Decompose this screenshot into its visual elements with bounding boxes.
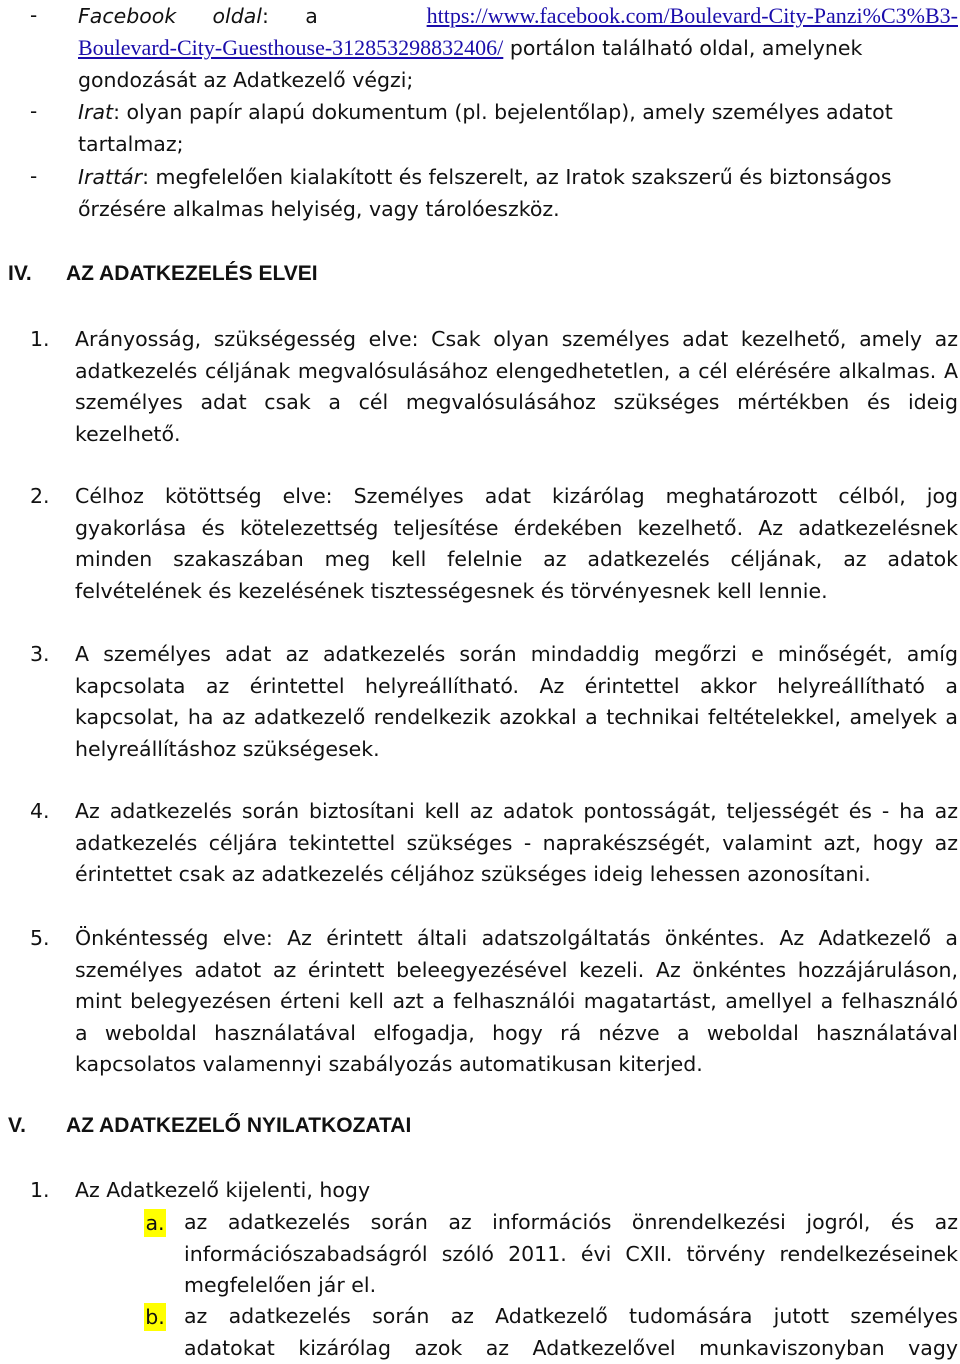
text-line: kapcsolatos valamennyi szabályozás automatikusan kiterjed.: [75, 1049, 958, 1081]
text-line: kezelhető.: [75, 419, 958, 451]
section-number: V.: [8, 1114, 26, 1138]
definition-term: Irat: [78, 100, 113, 124]
principle-number: 1.: [30, 327, 50, 351]
principle-paragraph: [75, 796, 958, 891]
facebook-link-continued[interactable]: Boulevard-City-Guesthouse-312853298832406/: [78, 35, 503, 60]
definition-irat: [78, 96, 958, 160]
list-dash: -: [30, 164, 37, 188]
facebook-link[interactable]: https://www.facebook.com/Boulevard-City-Panzi%C3%B3-: [427, 3, 958, 28]
principle-paragraph: [75, 324, 958, 450]
text-line: személyes adat csak a cél megvalósulásához szükséges mértékben és ideig: [75, 387, 958, 419]
text-line: Célhoz kötöttség elve: Személyes adat kizárólag meghatározott célból, jog: [75, 481, 958, 513]
definition-term: Irattár: [78, 165, 142, 189]
text-line: helyreállításhoz szükségesek.: [75, 734, 958, 766]
principle-number: 3.: [30, 642, 50, 666]
text-line: kapcsolat, ha az adatkezelő rendelkezik azokkal a technikai feltételekkel, amelyek a: [75, 702, 958, 734]
text-line: információszabadságról szóló 2011. évi CXII. törvény rendelkezéseinek: [184, 1239, 958, 1271]
text-line: mint belegyezésen érteni kell azt a felhasználói magatartást, amellyel a felhasználó: [75, 986, 958, 1018]
principle-paragraph: [75, 481, 958, 607]
declaration-item: [184, 1207, 958, 1302]
section-title: AZ ADATKEZELÉS ELVEI: [66, 262, 318, 286]
text-line: érintettet csak az adatkezelés céljához szükséges ideig lehessen azonosítani.: [75, 859, 958, 891]
text-line: adatkezelés céljának megvalósulásához elengedhetetlen, a cél elérésére alkalmas. A: [75, 356, 958, 388]
definition-text: : a: [262, 4, 318, 28]
definition-text: őrzésére alkalmas helyiség, vagy tárolóeszköz.: [78, 193, 958, 225]
principle-paragraph: [75, 639, 958, 765]
text-line: felvételének és kezelésének tisztességesnek és törvényesnek kell lennie.: [75, 576, 958, 608]
text-line: kapcsolata az érintettel helyreállítható. Az érintettel akkor helyreállítható a: [75, 671, 958, 703]
definition-text: portálon található oldal, amelynek: [503, 36, 862, 60]
section-title: AZ ADATKEZELŐ NYILATKOZATAI: [66, 1114, 411, 1138]
definition-text: : olyan papír alapú dokumentum (pl. bejelentőlap), amely személyes adatot: [113, 100, 893, 124]
list-dash: -: [30, 99, 37, 123]
principle-number: 2.: [30, 484, 50, 508]
declaration-number: 1.: [30, 1178, 50, 1202]
definition-term: Facebook oldal: [78, 4, 262, 28]
text-line: az adatkezelés során az Adatkezelő tudomására jutott személyes: [184, 1301, 958, 1333]
text-line: Arányosság, szükségesség elve: Csak olyan személyes adat kezelhető, amely az: [75, 324, 958, 356]
declaration-item: [184, 1301, 958, 1364]
text-line: Az Adatkezelő kijelenti, hogy: [75, 1175, 958, 1207]
text-line: A személyes adat az adatkezelés során mindaddig megőrzi e minőségét, amíg: [75, 639, 958, 671]
highlighted-item-letter: b.: [144, 1303, 166, 1331]
principle-number: 4.: [30, 799, 50, 823]
principle-number: 5.: [30, 926, 50, 950]
list-dash: -: [30, 3, 37, 27]
text-line: személyes adatot az érintett beleegyezésével kezeli. Az önkéntes hozzájáruláson,: [75, 955, 958, 987]
text-line: gyakorlása és kötelezettség teljesítése érdekében kezelhető. Az adatkezelésnek: [75, 513, 958, 545]
definition-facebook: [78, 0, 958, 96]
section-number: IV.: [8, 262, 32, 286]
text-line: adatokat kizárólag azok az Adatkezelővel munkaviszonyban vagy: [184, 1333, 958, 1364]
declaration-intro: [75, 1175, 958, 1207]
principle-paragraph: [75, 923, 958, 1081]
text-line: az adatkezelés során az információs önrendelkezési jogról, és az: [184, 1207, 958, 1239]
text-line: adatkezelés céljára tekintettel szükséges - naprakészségét, valamint azt, hogy az: [75, 828, 958, 860]
text-line: megfelelően jár el.: [184, 1270, 958, 1302]
text-line: a weboldal használatával elfogadja, hogy rá nézve a weboldal használatával: [75, 1018, 958, 1050]
definition-irattar: [78, 161, 958, 225]
definition-text: : megfelelően kialakított és felszerelt, az Iratok szakszerű és biztonságos: [142, 165, 891, 189]
definition-text: gondozását az Adatkezelő végzi;: [78, 64, 958, 96]
definition-text: tartalmaz;: [78, 128, 958, 160]
highlighted-item-letter: a.: [144, 1209, 166, 1237]
text-line: Az adatkezelés során biztosítani kell az adatok pontosságát, teljességét és - ha az: [75, 796, 958, 828]
text-line: minden szakaszában meg kell felelnie az adatkezelés céljának, az adatok: [75, 544, 958, 576]
text-line: Önkéntesség elve: Az érintett általi adatszolgáltatás önkéntes. Az Adatkezelő a: [75, 923, 958, 955]
